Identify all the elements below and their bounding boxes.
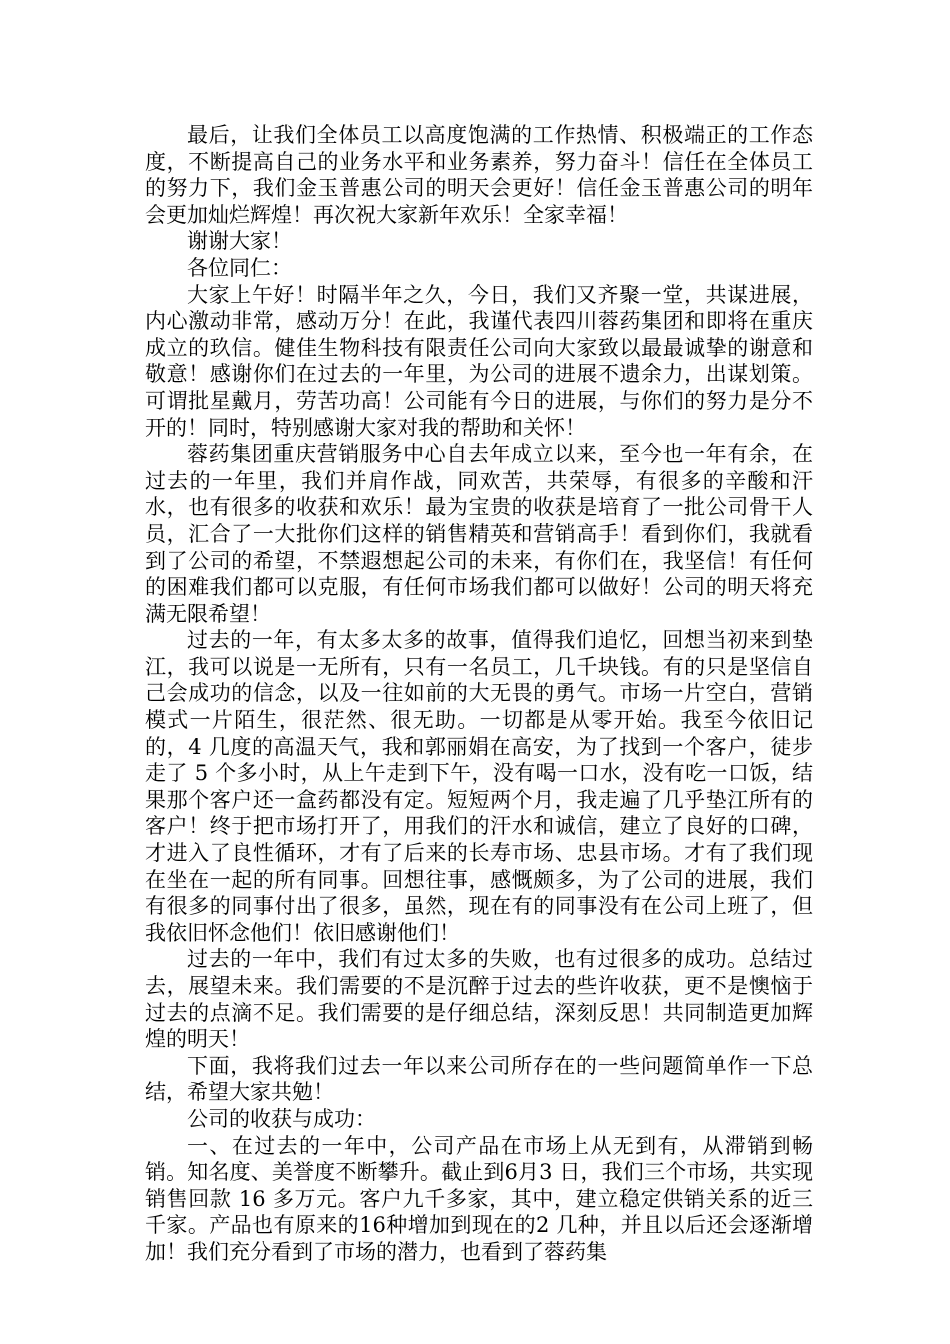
paragraph-summary-intro: 下面，我将我们过去一年以来公司所存在的一些问题简单作一下总结，希望大家共勉！ (145, 1053, 813, 1105)
paragraph-salutation: 各位同仁： (187, 255, 292, 280)
paragraph-thanks: 谢谢大家！ (187, 229, 292, 254)
paragraph-achievement-one: 一、在过去的一年中，公司产品在市场上从无到有，从滞销到畅销。知名度、美誉度不断攀升。截止到6月3 日，我们三个市场，共实现销售回款 16 多万元。客户九千多家，其中，建立稳定供销关系的近三千家。产品也有原来的16种增加到现在的2 几种，并且以后还会逐渐增加！我们充分看到了市场的潜力，也看到了蓉药集 (145, 1133, 813, 1264)
paragraph-closing-remarks: 最后，让我们全体员工以高度饱满的工作热情、积极端正的工作态度，不断提高自己的业务水平和业务素养，努力奋斗！信任在全体员工的努力下，我们金玉普惠公司的明天会更好！信任金玉普惠公司的明年会更加灿烂辉煌！再次祝大家新年欢乐！全家幸福！ (145, 123, 813, 227)
document-body (145, 122, 813, 1266)
paragraph-past-year-story: 过去的一年，有太多太多的故事，值得我们追忆，回想当初来到垫江，我可以说是一无所有，只有一名员工，几千块钱。有的只是坚信自己会成功的信念，以及一往如前的大无畏的勇气。市场一片空白，营销模式一片陌生，很茫然、很无助。一切都是从零开始。我至今依旧记的，4 几度的高温天气，我和郭丽娟在高安，为了找到一个客户，徒步走了 5 个多小时，从上午走到下午，没有喝一口水，没有吃一口饭，结果那个客户还一盒药都没有定。短短两个月，我走遍了几乎垫江所有的客户！终于把市场打开了，用我们的汗水和诚信，建立了良好的口碑，才进入了良性循环，才有了后来的长寿市场、忠县市场。才有了我们现在坐在一起的所有同事。回想往事，感慨颇多，为了公司的进展，我们有很多的同事付出了很多，虽然，现在有的同事没有在公司上班了，但我依旧怀念他们！依旧感谢他们！ (145, 628, 813, 945)
paragraph-section-heading: 公司的收获与成功： (187, 1106, 376, 1131)
paragraph-review: 过去的一年中，我们有过太多的失败，也有过很多的成功。总结过去，展望未来。我们需要的不是沉醉于过去的些许收获，更不是懊恼于过去的点滴不足。我们需要的是仔细总结，深刻反思！共同制造更加辉煌的明天！ (145, 947, 813, 1052)
paragraph-service-center: 蓉药集团重庆营销服务中心自去年成立以来，至今也一年有余，在过去的一年里，我们并肩作战，同欢苦，共荣辱，有很多的辛酸和汗水，也有很多的收获和欢乐！最为宝贵的收获是培育了一批公司骨干人员，汇合了一大批你们这样的销售精英和营销高手！看到你们，我就看到了公司的希望，不禁遐想起公司的未来，有你们在，我坚信！有任何的困难我们都可以克服，有任何市场我们都可以做好！公司的明天将充满无限希望！ (145, 442, 813, 626)
paragraph-greeting: 大家上午好！时隔半年之久，今日，我们又齐聚一堂，共谋进展，内心激动非常，感动万分！在此，我谨代表四川蓉药集团和即将在重庆成立的玖信。健佳生物科技有限责任公司向大家致以最最诚挚的谢意和敬意！感谢你们在过去的一年里，为公司的进展不遗余力，出谋划策。可谓批星戴月，劳苦功高！公司能有今日的进展，与你们的努力是分不开的！同时，特别感谢大家对我的帮助和关怀！ (145, 282, 813, 440)
